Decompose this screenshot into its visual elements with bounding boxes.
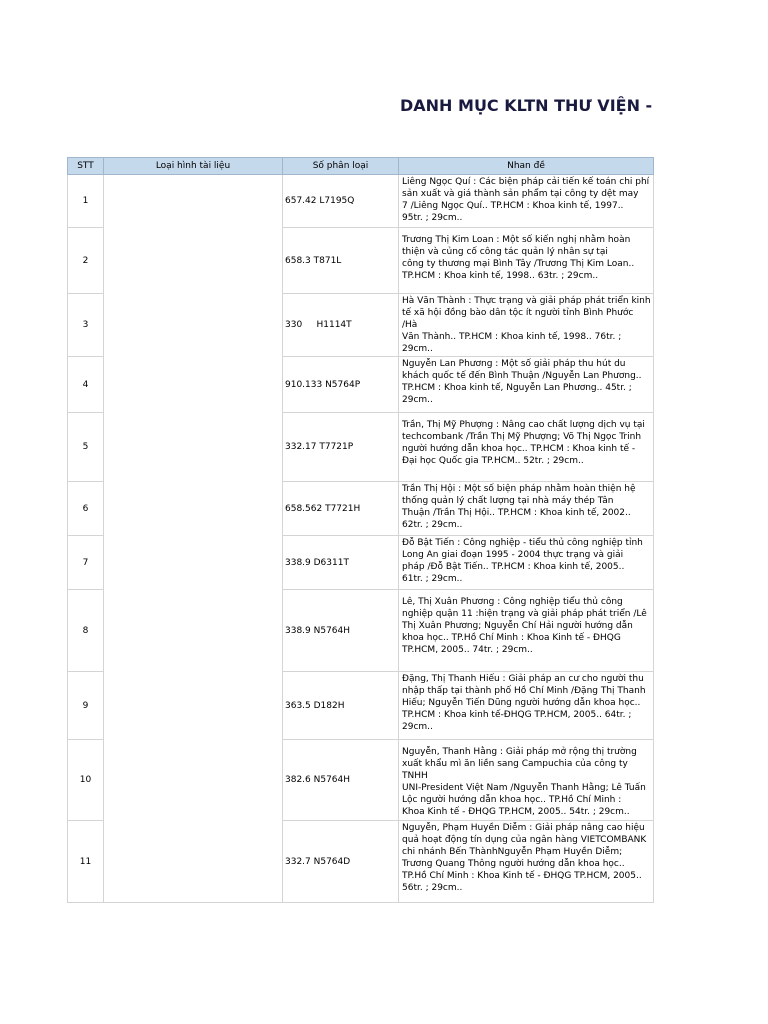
- row-title: Lê, Thị Xuân Phương : Công nghiệp tiểu thủ công nghiệp quận 11 :hiện trạng và giải pháp phát triển /Lê Thị Xuân Phương; Nguyễn Chí Hải người hướng dẫn khoa học.. TP.Hồ Chí Minh : Khoa Kinh tế - ĐHQG TP.HCM, 2005.. 74tr. ; 29cm..: [399, 590, 654, 672]
- row-classification: 330 H1114T: [283, 294, 399, 357]
- row-title: Liêng Ngọc Quí : Các biện pháp cải tiến kế toán chi phí sản xuất và giá thành sản phẩm tại công ty dệt may 7 /Liêng Ngọc Quí.. TP.HCM : Khoa kinh tế, 1997.. 95tr. ; 29cm..: [399, 175, 654, 228]
- row-title: Trương Thị Kim Loan : Một số kiến nghị nhằm hoàn thiện và củng cố công tác quản lý nhân sự tại công ty thương mại Bình Tây /Trương Thị Kim Loan.. TP.HCM : Khoa kinh tế, 1998.. 63tr. ; 29cm..: [399, 228, 654, 294]
- row-title: Đỗ Bật Tiến : Công nghiệp - tiểu thủ công nghiệp tỉnh Long An giai đoạn 1995 - 2004 thực trạng và giải pháp /Đỗ Bật Tiến.. TP.HCM : Khoa kinh tế, 2005.. 61tr. ; 29cm..: [399, 536, 654, 590]
- header-stt: STT: [68, 158, 104, 175]
- catalog-table: [67, 157, 654, 903]
- header-classification-number: Số phân loại: [283, 158, 399, 175]
- row-title: Nguyễn Lan Phương : Một số giải pháp thu hút du khách quốc tế đến Bình Thuận /Nguyễn Lan Phương.. TP.HCM : Khoa kinh tế, Nguyễn Lan Phương.. 45tr. ; 29cm..: [399, 357, 654, 413]
- header-title: Nhan đề: [399, 158, 654, 175]
- row-stt: 1: [68, 175, 104, 228]
- row-stt: 9: [68, 672, 104, 740]
- document-title: DANH MỤC KLTN THƯ VIỆN -: [400, 96, 653, 115]
- table-row: [68, 175, 654, 228]
- header-row: [68, 158, 654, 175]
- row-stt: 3: [68, 294, 104, 357]
- row-classification: 658.562 T7721H: [283, 482, 399, 536]
- row-classification: 332.17 T7721P: [283, 413, 399, 482]
- row-stt: 11: [68, 821, 104, 903]
- document-type-cell: [104, 175, 283, 903]
- row-stt: 5: [68, 413, 104, 482]
- row-stt: 7: [68, 536, 104, 590]
- row-classification: 910.133 N5764P: [283, 357, 399, 413]
- row-stt: 2: [68, 228, 104, 294]
- row-title: Trần Thị Hội : Một số biện pháp nhằm hoàn thiện hệ thống quản lý chất lượng tại nhà máy thép Tân Thuận /Trần Thị Hội.. TP.HCM : Khoa kinh tế, 2002.. 62tr. ; 29cm..: [399, 482, 654, 536]
- row-title: Đặng, Thị Thanh Hiếu : Giải pháp an cư cho người thu nhập thấp tại thành phố Hồ Chí Minh /Đặng Thị Thanh Hiếu; Nguyễn Tiến Dũng người hướng dẫn khoa học.. TP.HCM : Khoa kinh tế-ĐHQG TP.HCM, 2005.. 64tr. ; 29cm..: [399, 672, 654, 740]
- row-classification: 363.5 D182H: [283, 672, 399, 740]
- row-classification: 332.7 N5764D: [283, 821, 399, 903]
- row-classification: 382.6 N5764H: [283, 740, 399, 821]
- row-stt: 4: [68, 357, 104, 413]
- row-title: Hà Văn Thành : Thực trạng và giải pháp phát triển kinh tế xã hội đồng bào dân tộc ít người tỉnh Bình Phước /Hà Văn Thành.. TP.HCM : Khoa kinh tế, 1998.. 76tr. ; 29cm..: [399, 294, 654, 357]
- row-title: Nguyễn, Thanh Hằng : Giải pháp mở rộng thị trường xuất khẩu mì ăn liền sang Campuchia của công ty TNHH UNI-President Việt Nam /Nguyễn Thanh Hằng; Lê Tuấn Lộc người hướng dẫn khoa học.. TP.Hồ Chí Minh : Khoa Kinh tế - ĐHQG TP.HCM, 2005.. 54tr. ; 29cm..: [399, 740, 654, 821]
- row-stt: 10: [68, 740, 104, 821]
- row-stt: 8: [68, 590, 104, 672]
- header-document-type: Loại hình tài liệu: [104, 158, 283, 175]
- row-stt: 6: [68, 482, 104, 536]
- row-classification: 657.42 L7195Q: [283, 175, 399, 228]
- row-classification: 338.9 D6311T: [283, 536, 399, 590]
- row-classification: 658.3 T871L: [283, 228, 399, 294]
- row-classification: 338.9 N5764H: [283, 590, 399, 672]
- row-title: Nguyễn, Phạm Huyền Diễm : Giải pháp nâng cao hiệu quả hoạt động tín dụng của ngân hàng VIETCOMBANK chi nhánh Bến ThànhNguyễn Phạm Huyền Diễm; Trương Quang Thông người hướng dẫn khoa học.. TP.Hồ Chí Minh : Khoa Kinh tế - ĐHQG TP.HCM, 2005.. 56tr. ; 29cm..: [399, 821, 654, 903]
- row-title: Trần, Thị Mỹ Phượng : Nâng cao chất lượng dịch vụ tại techcombank /Trần Thị Mỹ Phượng; Võ Thị Ngọc Trinh người hướng dẫn khoa học.. TP.HCM : Khoa kinh tế - Đại học Quốc gia TP.HCM.. 52tr. ; 29cm..: [399, 413, 654, 482]
